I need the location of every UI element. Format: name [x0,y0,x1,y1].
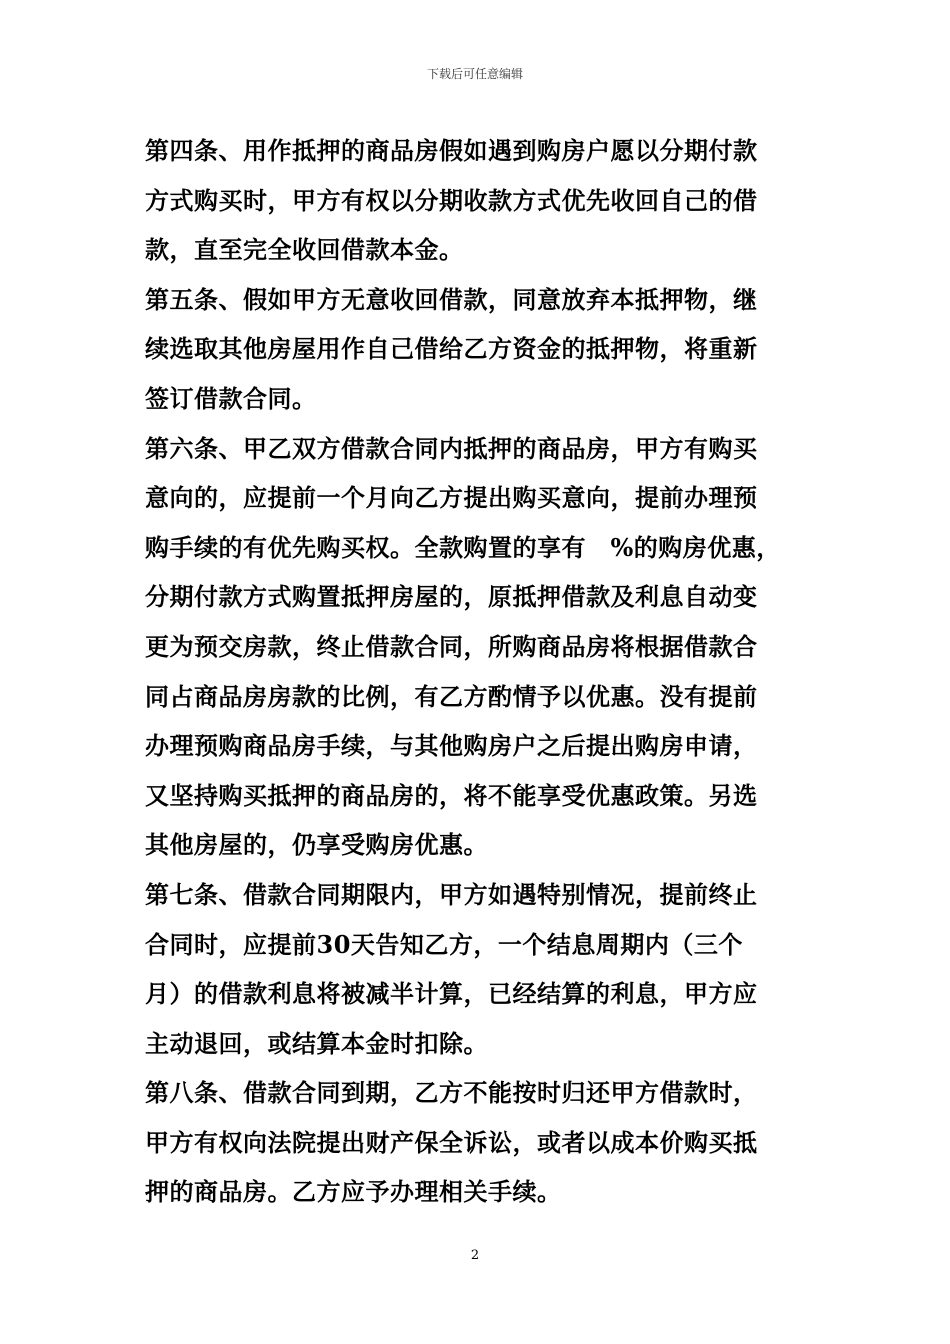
text-line: 第八条、借款合同到期，乙方不能按时归还甲方借款时， [145,1078,758,1108]
text-line: 分期付款方式购置抵押房屋的，原抵押借款及利息自动变 [145,582,758,612]
text-line: 主动退回，或结算本金时扣除。 [145,1028,488,1058]
text-line: 购手续的有优先购买权。全款购置的享有 %的购房优惠， [145,532,781,562]
page-number: 2 [470,1248,480,1263]
text-line: 第六条、甲乙双方借款合同内抵押的商品房，甲方有购买 [145,433,758,463]
text-line: 合同时，应提前30天告知乙方，一个结息周期内（三个 [145,929,743,959]
text-line: 意向的，应提前一个月向乙方提出购买意向，提前办理预 [145,483,758,513]
text-line: 月）的借款利息将被减半计算，已经结算的利息，甲方应 [145,979,758,1009]
text-line: 续选取其他房屋用作自己借给乙方资金的抵押物，将重新 [145,334,758,364]
text-line: 甲方有权向法院提出财产保全诉讼，或者以成本价购买抵 [145,1127,758,1157]
text-line: 第四条、用作抵押的商品房假如遇到购房户愿以分期付款 [145,136,758,165]
text-line: 款，直至完全收回借款本金。 [145,235,464,265]
text-line: 押的商品房。乙方应予办理相关手续。 [145,1177,562,1207]
text-line: 又坚持购买抵押的商品房的，将不能享受优惠政策。另选 [145,780,758,810]
text-line: 第五条、假如甲方无意收回借款，同意放弃本抵押物，继 [145,284,758,314]
text-line: 同占商品房房款的比例，有乙方酌情予以优惠。没有提前 [145,681,758,711]
page-header: 下载后可任意编辑 [426,67,523,81]
text-line: 办理预购商品房手续，与其他购房户之后提出购房申请， [145,731,758,761]
text-line: 方式购买时，甲方有权以分期收款方式优先收回自己的借 [145,185,758,215]
text-line: 更为预交房款，终止借款合同，所购商品房将根据借款合 [145,631,758,661]
text-line: 其他房屋的，仍享受购房优惠。 [145,830,488,860]
text-line: 签订借款合同。 [145,383,317,413]
document-body [145,126,795,1217]
text-line: 第七条、借款合同期限内，甲方如遇特别情况，提前终止 [145,879,758,909]
